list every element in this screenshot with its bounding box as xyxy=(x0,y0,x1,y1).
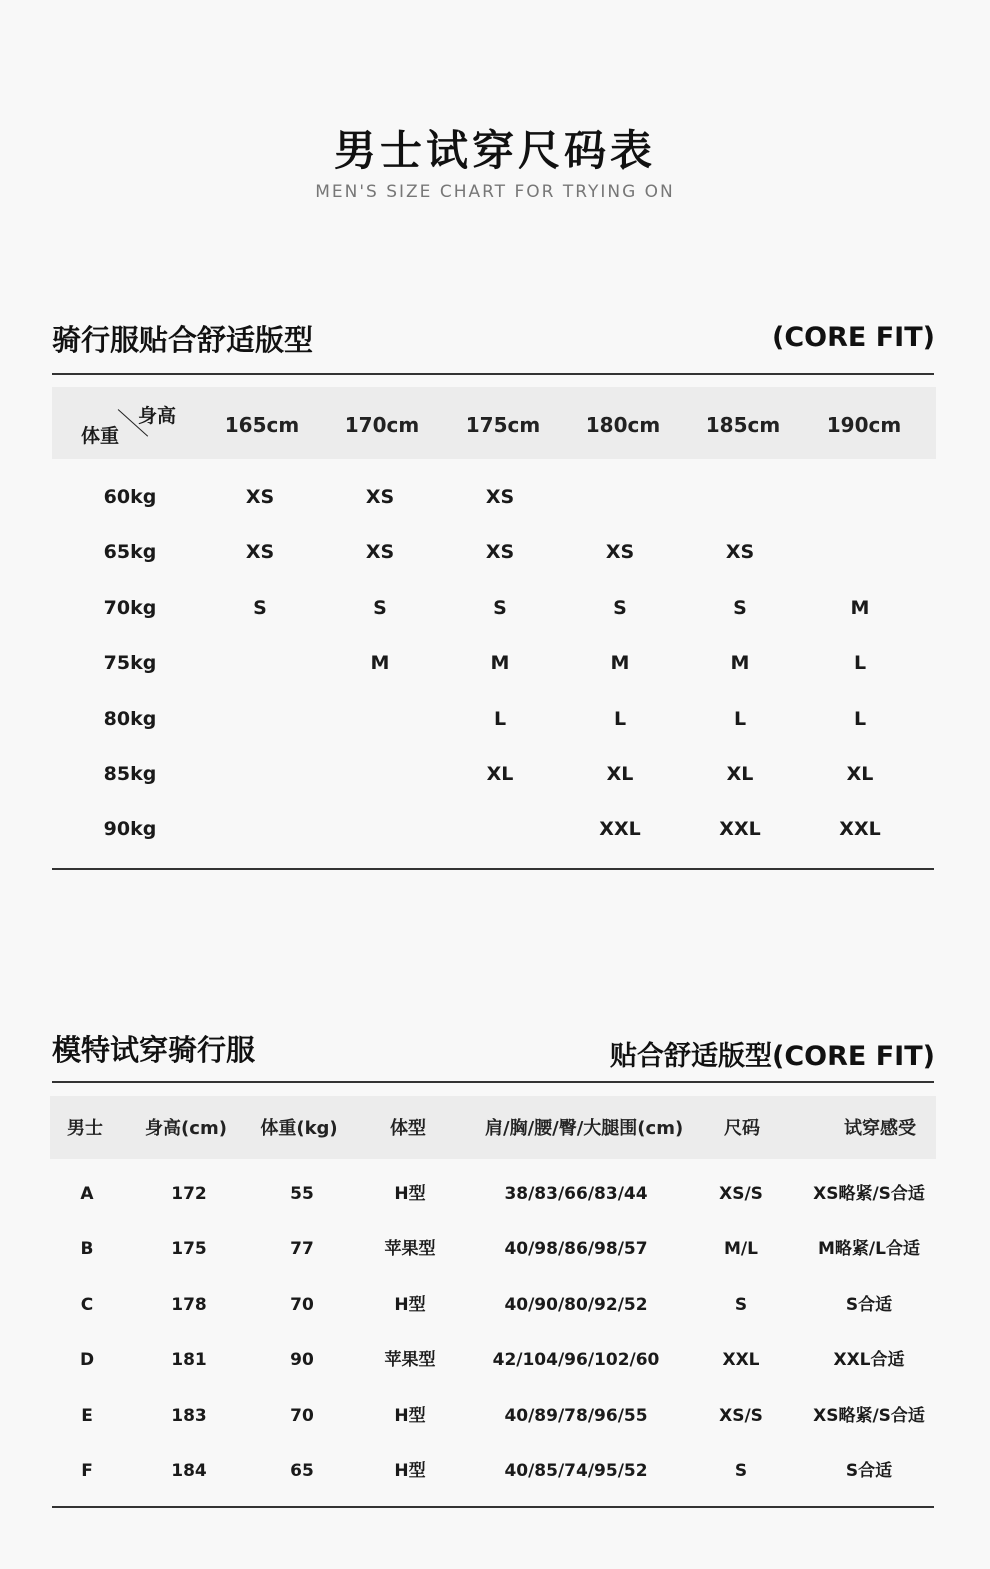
size-cell: S xyxy=(373,596,387,619)
model-table-cell: S xyxy=(734,1294,748,1315)
model-table-cell: C xyxy=(80,1294,94,1315)
weight-cell-80kg: 80kg xyxy=(103,707,157,730)
size-cell: S xyxy=(613,596,627,619)
model-table-cell: H型 xyxy=(394,1294,426,1315)
size-cell: XS xyxy=(485,541,515,564)
size-cell: M xyxy=(730,652,750,675)
corner-weight-label: 体重 xyxy=(81,425,120,447)
model-table-header: 体重(kg) xyxy=(260,1118,338,1139)
model-table-cell: 55 xyxy=(290,1184,314,1204)
model-table-cell: 38/83/66/83/44 xyxy=(504,1184,648,1204)
size-cell: M xyxy=(850,596,870,619)
size-cell: XL xyxy=(486,763,514,785)
corner-height-label: 身高 xyxy=(138,405,177,427)
weight-cell-60kg: 60kg xyxy=(103,486,157,508)
model-table-cell: A xyxy=(80,1184,94,1204)
model-table-header: 身高(cm) xyxy=(145,1118,227,1139)
model-table-header: 体型 xyxy=(390,1118,426,1139)
size-cell: L xyxy=(613,707,627,730)
size-cell: S xyxy=(493,596,507,619)
model-table-cell: 70 xyxy=(290,1405,314,1426)
height-header-180cm: 180cm xyxy=(585,413,661,437)
page-title: 男士试穿尺码表 xyxy=(333,126,656,175)
section2-bottom-rule xyxy=(52,1506,934,1508)
size-cell: M xyxy=(490,652,510,675)
model-table-cell: XS略紧/S合适 xyxy=(813,1405,925,1426)
weight-cell-85kg: 85kg xyxy=(103,763,157,785)
model-table-header: 试穿感受 xyxy=(844,1118,916,1139)
model-table-cell: XXL xyxy=(722,1350,760,1371)
model-table-cell: 65 xyxy=(290,1461,314,1481)
size-cell: XXL xyxy=(599,818,641,841)
model-table-cell: 184 xyxy=(171,1461,207,1481)
size-cell: M xyxy=(610,652,630,675)
size-cell: XS xyxy=(245,486,275,508)
size-cell: L xyxy=(493,707,507,730)
model-table-cell: 40/90/80/92/52 xyxy=(504,1294,648,1315)
model-table-cell: E xyxy=(81,1405,93,1426)
model-table-cell: F xyxy=(81,1461,93,1481)
section1-bottom-rule xyxy=(52,868,934,870)
section2-top-rule xyxy=(52,1081,934,1083)
height-header-185cm: 185cm xyxy=(705,413,781,437)
model-table-cell: S xyxy=(734,1461,748,1481)
model-table-cell: 90 xyxy=(290,1350,314,1371)
model-table-cell: 175 xyxy=(171,1239,207,1260)
size-cell: XS xyxy=(365,541,395,564)
model-table-cell: 40/98/86/98/57 xyxy=(504,1239,648,1260)
size-cell: L xyxy=(853,707,867,730)
size-cell: L xyxy=(733,707,747,730)
model-table-cell: 苹果型 xyxy=(384,1350,436,1371)
size-cell: S xyxy=(733,596,747,619)
size-cell: XXL xyxy=(839,818,881,841)
model-table-cell: H型 xyxy=(394,1184,426,1204)
size-cell: XXL xyxy=(719,818,761,841)
size-cell: S xyxy=(253,596,267,619)
model-table-cell: XS略紧/S合适 xyxy=(813,1184,925,1204)
weight-cell-65kg: 65kg xyxy=(103,541,157,564)
size-cell: M xyxy=(370,652,390,675)
model-table-cell: 40/89/78/96/55 xyxy=(504,1405,648,1426)
model-table-cell: 苹果型 xyxy=(384,1239,436,1260)
weight-cell-90kg: 90kg xyxy=(103,818,157,841)
model-table-cell: M/L xyxy=(724,1239,758,1260)
section2-fit-label: 贴合舒适版型(CORE FIT) xyxy=(610,1041,935,1072)
size-cell: L xyxy=(853,652,867,675)
model-table-cell: B xyxy=(80,1239,94,1260)
model-table-cell: D xyxy=(79,1350,95,1371)
model-table-cell: S合适 xyxy=(845,1294,893,1315)
model-table-header: 尺码 xyxy=(724,1118,760,1139)
page-subtitle: MEN'S SIZE CHART FOR TRYING ON xyxy=(315,182,675,202)
weight-cell-70kg: 70kg xyxy=(103,596,157,619)
model-table-cell: 172 xyxy=(171,1184,207,1204)
model-table-cell: 178 xyxy=(171,1294,207,1315)
model-table-cell: M略紧/L合适 xyxy=(818,1239,920,1260)
model-table-cell: S合适 xyxy=(845,1461,893,1481)
size-cell: XS xyxy=(365,486,395,508)
section2-title: 模特试穿骑行服 xyxy=(52,1033,256,1067)
weight-cell-75kg: 75kg xyxy=(103,652,157,675)
size-cell: XL xyxy=(606,763,634,785)
model-table-cell: 77 xyxy=(290,1239,314,1260)
section1-title: 骑行服贴合舒适版型 xyxy=(52,323,314,357)
size-cell: XS xyxy=(245,541,275,564)
height-header-190cm: 190cm xyxy=(826,413,902,437)
model-table-cell: H型 xyxy=(394,1405,426,1426)
model-table-header: 男士 xyxy=(67,1118,103,1139)
model-table-cell: XXL合适 xyxy=(833,1350,905,1371)
model-table-cell: 181 xyxy=(171,1350,207,1371)
height-header-165cm: 165cm xyxy=(224,413,300,437)
section1-top-rule xyxy=(52,373,934,375)
size-cell: XL xyxy=(846,763,874,785)
model-table-header: 肩/胸/腰/臀/大腿围(cm) xyxy=(485,1118,684,1139)
model-table-cell: H型 xyxy=(394,1461,426,1481)
model-table-cell: XS/S xyxy=(719,1405,763,1426)
size-cell: XS xyxy=(485,486,515,508)
height-header-170cm: 170cm xyxy=(344,413,420,437)
size-cell: XS xyxy=(605,541,635,564)
model-table-cell: XS/S xyxy=(719,1184,763,1204)
model-table-cell: 70 xyxy=(290,1294,314,1315)
section1-fit-label: (CORE FIT) xyxy=(772,322,935,353)
size-cell: XS xyxy=(725,541,755,564)
model-table-cell: 42/104/96/102/60 xyxy=(492,1350,660,1371)
height-header-175cm: 175cm xyxy=(465,413,541,437)
size-cell: XL xyxy=(726,763,754,785)
model-table-cell: 40/85/74/95/52 xyxy=(504,1461,648,1481)
model-table-cell: 183 xyxy=(171,1405,207,1426)
